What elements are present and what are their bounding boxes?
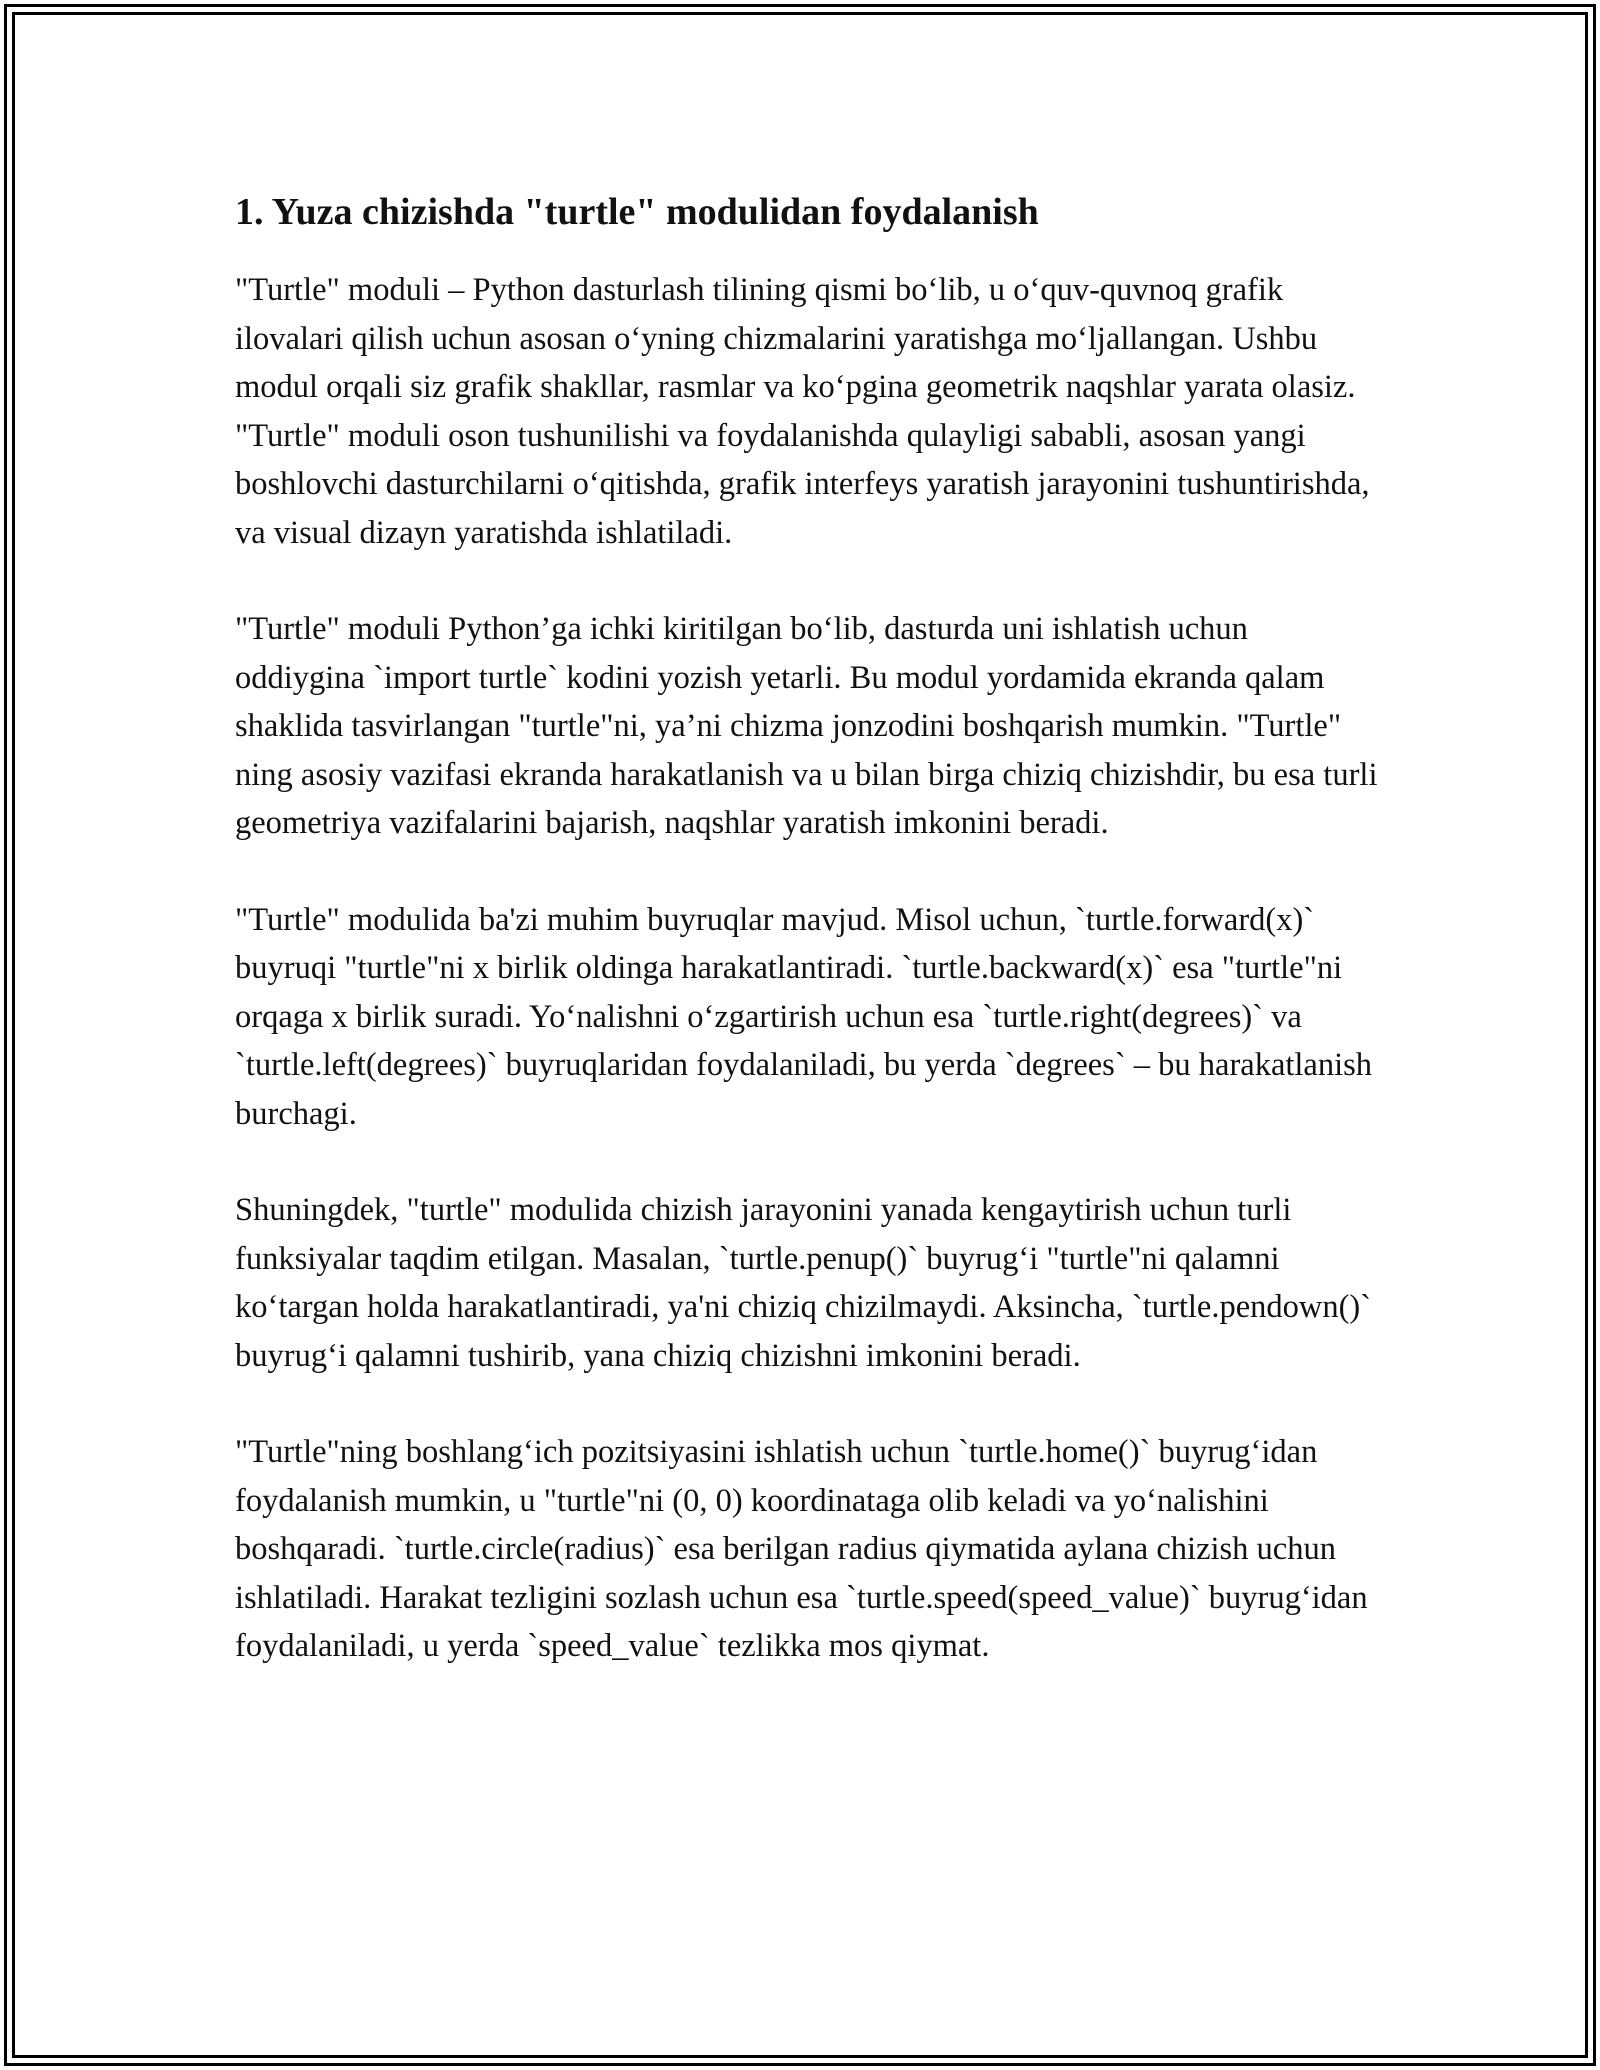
paragraph-import: "Turtle" moduli Python’ga ichki kiritilgan bo‘lib, dasturda uni ishlatish uchun oddiygina `import turtle` kodini yozish yetarli. Bu modul yordamida ekranda qalam shaklida tasvirlangan "turtle"ni, ya’ni chizma jonzodini boshqarish mumkin. "Turtle" ning asosiy vazifasi ekranda harakatlanish va u bilan birga chiziq chizishdir, bu esa turli geometriya vazifalarini bajarish, naqshlar yaratish imkonini beradi. (235, 611, 1378, 841)
paragraph-pen-functions: Shuningdek, "turtle" modulida chizish jarayonini yanada kengaytirish uchun turli funksiyalar taqdim etilgan. Masalan, `turtle.penup()` buyrug‘i "turtle"ni qalamni ko‘targan holda harakatlantiradi, ya'ni chiziq chizilmaydi. Aksincha, `turtle.pendown()` buyrug‘i qalamni tushirib, yana chiziq chizishni imkonini beradi. (235, 1192, 1372, 1374)
document-body (235, 186, 1385, 1719)
paragraph-intro: "Turtle" moduli – Python dasturlash tilining qismi bo‘lib, u o‘quv-quvnoq grafik ilovalari qilish uchun asosan o‘yning chizmalarini yaratishga mo‘ljallangan. Ushbu modul orqali siz grafik shakllar, rasmlar va ko‘pgina geometrik naqshlar yarata olasiz. "Turtle" moduli oson tushunilishi va foydalanishda qulayligi sababli, asosan yangi boshlovchi dasturchilarni o‘qitishda, grafik interfeys yaratish jarayonini tushuntirishda, va visual dizayn yaratishda ishlatiladi. (235, 272, 1370, 551)
paragraph-commands: "Turtle" modulida ba'zi muhim buyruqlar mavjud. Misol uchun, `turtle.forward(x)` buyruqi "turtle"ni x birlik oldinga harakatlantiradi. `turtle.backward(x)` esa "turtle"ni orqaga x birlik suradi. Yo‘nalishni o‘zgartirish uchun esa `turtle.right(degrees)` va `turtle.left(degrees)` buyruqlaridan foydalaniladi, bu yerda `degrees` – bu harakatlanish burchagi. (235, 901, 1373, 1132)
section-heading: 1. Yuza chizishda "turtle" modulidan foydalanish (235, 191, 1039, 233)
paragraph-home-circle-speed: "Turtle"ning boshlang‘ich pozitsiyasini ishlatish uchun `turtle.home()` buyrug‘idan foydalanish mumkin, u "turtle"ni (0, 0) koordinataga olib keladi va yo‘nalishini boshqaradi. `turtle.circle(radius)` esa berilgan radius qiymatida aylana chizish uchun ishlatiladi. Harakat tezligini sozlash uchun esa `turtle.speed(speed_value)` buyrug‘idan foydalaniladi, u yerda `speed_value` tezlikka mos qiymat. (235, 1434, 1368, 1664)
